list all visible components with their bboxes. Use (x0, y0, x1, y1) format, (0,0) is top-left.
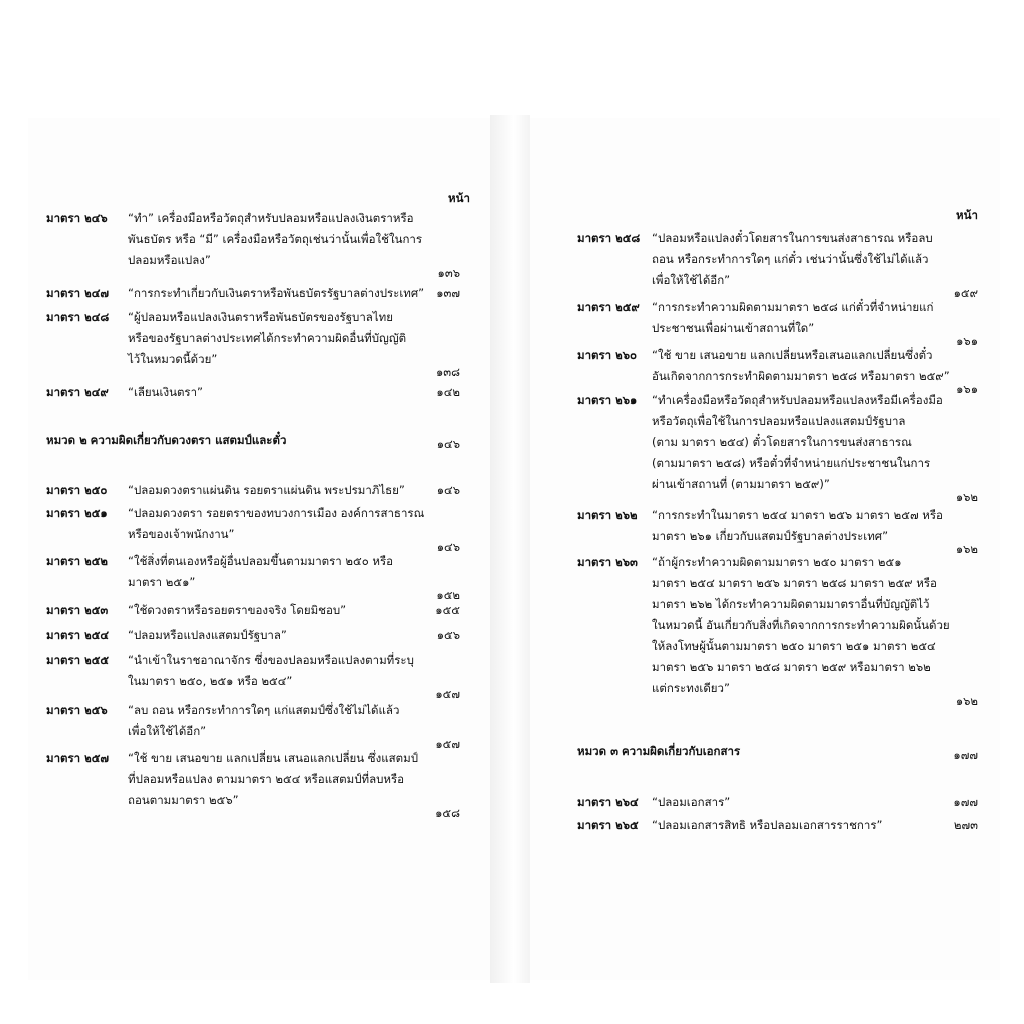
page-number: ๑๗๗ (953, 795, 978, 809)
section-description (652, 552, 950, 699)
description-line: “ปลอมเอกสาร” (652, 795, 731, 809)
description-line: “ทำเครื่องมือหรือวัตถุสำหรับปลอมหรือแปลงหรือมีเครื่องมือ (652, 393, 943, 407)
description-line: “การกระทำเกี่ยวกับเงินตราหรือพันธบัตรรัฐบาลต่างประเทศ” (128, 286, 425, 300)
description-line: “ปลอมดวงตรา รอยตราของทบวงการเมือง องค์การสาธารณ (128, 506, 425, 520)
description-line: “ปลอมเอกสารสิทธิ หรือปลอมเอกสารราชการ” (652, 818, 883, 832)
section-label: มาตรา ๒๕๐ (46, 483, 108, 497)
description-line: “ใช้สิ่งที่ตนเองหรือผู้อื่นปลอมขึ้นตามมาตรา ๒๕๐ หรือ (128, 554, 394, 568)
section-label: มาตรา ๒๖๔ (577, 795, 639, 809)
section-description (128, 208, 422, 271)
page-number: ๑๕๖ (436, 628, 460, 642)
section-label: มาตรา ๒๖๐ (577, 348, 638, 362)
description-line: (ตามมาตรา ๒๕๘) หรือตั๋วที่จำหน่ายแก่ประชาชนในการ (652, 456, 931, 470)
page-number: ๑๕๗ (435, 737, 460, 751)
description-line: ถอน หรือกระทำการใดๆ แก่ตั๋ว เช่นว่านั้นซึ่งใช้ไม่ได้แล้ว (652, 252, 929, 266)
page-number: ๑๔๒ (436, 385, 460, 399)
description-line: “ใช้ ขาย เสนอขาย แลกเปลี่ยน เสนอแลกเปลี่ยน ซึ่งแสตมป์ (128, 751, 419, 765)
description-line: “ผู้ปลอมหรือแปลงเงินตราหรือพันธบัตรของรัฐบาลไทย (128, 310, 393, 324)
section-label: มาตรา ๒๕๒ (46, 554, 109, 568)
book-gutter (490, 115, 530, 983)
description-line: เพื่อให้ใช้ได้อีก” (652, 273, 731, 287)
left-page-header-label: หน้า (448, 191, 470, 205)
section-description (128, 700, 399, 742)
section-description (652, 228, 933, 291)
description-line: “เลียนเงินตรา” (128, 385, 204, 399)
description-line: “ปลอมหรือแปลงแสตมป์รัฐบาล” (128, 628, 287, 642)
chapter-heading: หมวด ๓ ความผิดเกี่ยวกับเอกสาร (577, 744, 741, 758)
description-line: มาตรา ๒๕๑” (128, 575, 196, 589)
chapter-page-number: ๑๗๗ (953, 748, 978, 762)
page-number: ๑๖๒ (955, 542, 978, 556)
section-description (128, 551, 393, 593)
right-page-header-label: หน้า (956, 208, 978, 222)
page-number: ๑๕๕ (435, 603, 460, 617)
description-line: (ตาม มาตรา ๒๕๔) ตั๋วโดยสารในการขนส่งสาธารณ (652, 435, 912, 449)
description-line: มาตรา ๒๕๖ มาตรา ๒๕๘ มาตรา ๒๕๙ หรือมาตรา ๒๖๒ (652, 660, 931, 674)
section-label: มาตรา ๒๖๑ (577, 393, 638, 407)
description-line: “ใช้ดวงตราหรือรอยตราของจริง โดยมิชอบ” (128, 603, 347, 617)
description-line: ผ่านเข้าสถานที่ (ตามมาตรา ๒๕๙)” (652, 477, 830, 491)
section-label: มาตรา ๒๕๗ (46, 751, 110, 765)
page-number: ๑๖๒ (955, 694, 978, 708)
section-description (128, 283, 424, 304)
description-line: ในหมวดนี้ อันเกี่ยวกับสิ่งที่เกิดจากการกระทำความผิดนั้นด้วย (652, 618, 950, 632)
description-line: มาตรา ๒๖๑ เกี่ยวกับแสตมป์รัฐบาลต่างประเทศ” (652, 529, 889, 543)
description-line: “ปลอมหรือแปลงตั๋วโดยสารในการขนส่งสาธารณ หรือลบ (652, 231, 933, 245)
description-line: “ใช้ ขาย เสนอขาย แลกเปลี่ยนหรือเสนอแลกเปลี่ยนซึ่งตั๋ว (652, 348, 933, 362)
description-line: มาตรา ๒๕๔ มาตรา ๒๕๖ มาตรา ๒๕๘ มาตรา ๒๕๙ หรือ (652, 576, 937, 590)
description-line: เพื่อให้ใช้ได้อีก” (128, 724, 207, 738)
section-description (128, 480, 405, 501)
section-label: มาตรา ๒๖๓ (577, 555, 638, 569)
section-description (652, 505, 943, 547)
description-line: ถอนตามมาตรา ๒๕๖” (128, 793, 239, 807)
page-number: ๑๖๒ (955, 490, 978, 504)
chapter-page-number: ๑๔๖ (436, 437, 460, 451)
section-label: มาตรา ๒๕๓ (46, 603, 109, 617)
description-line: ในมาตรา ๒๕๐, ๒๕๑ หรือ ๒๕๔” (128, 674, 293, 688)
description-line: “การกระทำในมาตรา ๒๕๔ มาตรา ๒๕๖ มาตรา ๒๕๗ หรือ (652, 508, 943, 522)
section-description (128, 650, 414, 692)
description-line: หรือของรัฐบาลต่างประเทศได้กระทำความผิดอื่นที่บัญญัติ (128, 331, 407, 345)
section-description (652, 297, 934, 339)
section-description (652, 815, 882, 836)
page-number: ๑๖๑ (956, 334, 978, 348)
section-label: มาตรา ๒๔๘ (46, 310, 110, 324)
page-number: ๑๕๙ (953, 286, 978, 300)
page-number: ๑๓๘ (435, 365, 460, 379)
description-line: “การกระทำความผิดตามมาตรา ๒๕๘ แก่ตั๋วที่จำหน่ายแก่ (652, 300, 934, 314)
description-line: “ทำ” เครื่องมือหรือวัตถุสำหรับปลอมหรือแปลงเงินตราหรือ (128, 211, 414, 225)
page-number: ๑๓๖ (437, 266, 460, 280)
chapter-heading: หมวด ๒ ความผิดเกี่ยวกับดวงตรา แสตมป์และตั๋ว (46, 433, 287, 447)
description-line: แต่กระทงเดียว” (652, 681, 730, 695)
page-number: ๑๔๖ (436, 540, 460, 554)
description-line: มาตรา ๒๖๒ ได้กระทำความผิดตามมาตราอื่นที่บัญญัติไว้ (652, 597, 930, 611)
section-label: มาตรา ๒๕๑ (46, 506, 108, 520)
page-number: ๑๖๑ (956, 382, 978, 396)
description-line: “นำเข้าในราชอาณาจักร ซึ่งของปลอมหรือแปลงตามที่ระบุ (128, 653, 414, 667)
description-line: “ลบ ถอน หรือกระทำการใดๆ แก่แสตมป์ซึ่งใช้ไม่ได้แล้ว (128, 703, 400, 717)
section-description (128, 382, 203, 403)
description-line: “ปลอมดวงตราแผ่นดิน รอยตราแผ่นดิน พระปรมาภิไธย” (128, 483, 405, 497)
description-line: ที่ปลอมหรือแปลง ตามมาตรา ๒๕๔ หรือแสตมป์ที่ลบหรือ (128, 772, 405, 786)
page-number: ๒๗๓ (953, 818, 978, 832)
section-label: มาตรา ๒๔๙ (46, 385, 109, 399)
section-label: มาตรา ๒๕๔ (46, 628, 110, 642)
description-line: ไว้ในหมวดนี้ด้วย” (128, 352, 218, 366)
section-label: มาตรา ๒๔๗ (46, 286, 110, 300)
section-description (128, 307, 406, 370)
section-label: มาตรา ๒๕๘ (577, 231, 641, 245)
section-description (652, 792, 730, 813)
description-line: ประชาชนเพื่อผ่านเข้าสถานที่ใด” (652, 321, 815, 335)
page-number: ๑๕๗ (435, 687, 460, 701)
description-line: พันธบัตร หรือ “มี” เครื่องมือหรือวัตถุเช่นว่านั้นเพื่อใช้ในการ (128, 232, 423, 246)
section-label: มาตรา ๒๖๒ (577, 508, 638, 522)
description-line: ปลอมหรือแปลง” (128, 253, 211, 267)
section-description (652, 390, 943, 495)
section-label: มาตรา ๒๕๖ (46, 703, 108, 717)
section-label: มาตรา ๒๔๖ (46, 211, 108, 225)
description-line: อันเกิดจากการกระทำผิดตามมาตรา ๒๕๘ หรือมาตรา ๒๕๙” (652, 369, 950, 383)
description-line: ให้ลงโทษผู้นั้นตามมาตรา ๒๕๐ มาตรา ๒๕๑ มาตรา ๒๕๔ (652, 639, 936, 653)
page-number: ๑๕๒ (436, 588, 460, 602)
section-description (652, 345, 950, 387)
description-line: “ถ้าผู้กระทำความผิดตามมาตรา ๒๕๐ มาตรา ๒๕๑ (652, 555, 902, 569)
section-description (128, 625, 287, 646)
description-line: หรือวัตถุเพื่อใช้ในการปลอมหรือแปลงแสตมป์รัฐบาล (652, 414, 906, 428)
section-description (128, 503, 424, 545)
page-number: ๑๔๖ (436, 483, 460, 497)
section-label: มาตรา ๒๖๕ (577, 818, 639, 832)
page-number: ๑๕๘ (435, 806, 460, 820)
page-number: ๑๓๗ (436, 286, 460, 300)
description-line: หรือของเจ้าพนักงาน” (128, 527, 235, 541)
section-description (128, 748, 418, 811)
section-label: มาตรา ๒๕๕ (46, 653, 110, 667)
section-description (128, 600, 346, 621)
section-label: มาตรา ๒๕๙ (577, 300, 640, 314)
